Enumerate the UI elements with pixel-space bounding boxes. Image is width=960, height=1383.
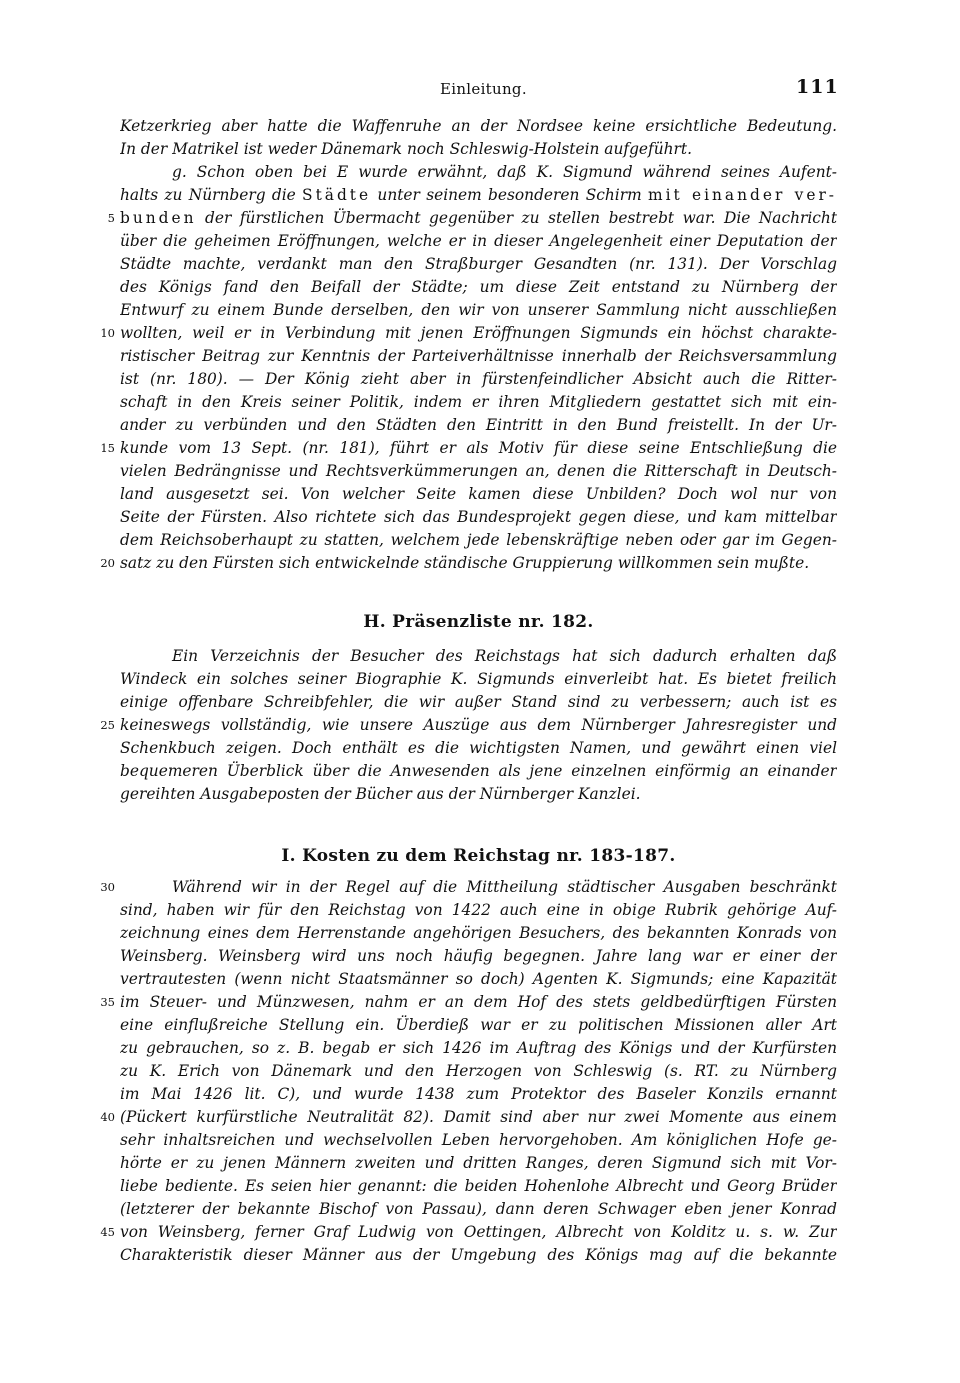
text-line: einige offenbare Schreibfehler, die wir außer Stand sind zu verbessern; auch ist es <box>120 693 837 711</box>
text-line: im Steuer- und Münzwesen, nahm er an dem Hof des stets geldbedürftigen Fürsten <box>120 993 837 1011</box>
text-line: gereihten Ausgabeposten der Bücher aus der Nürnberger Kanzlei. <box>120 785 641 803</box>
text-line: hörte er zu jenen Männern zweiten und dritten Ranges, deren Sigmund sich mit Vor- <box>120 1154 837 1172</box>
text-line: Städte machte, verdankt man den Straßburger Gesandten (nr. 131). Der Vorschlag <box>120 255 837 273</box>
text-line: Charakteristik dieser Männer aus der Umgebung des Königs mag auf die bekannte <box>120 1246 837 1264</box>
text-line: (letzterer der bekannte Bischof von Passau), dann deren Schwager eben jener Konrad <box>120 1200 837 1218</box>
page-number: 111 <box>796 76 839 98</box>
text-line: eine einflußreiche Stellung ein. Überdieß war er zu politischen Missionen aller Art <box>120 1016 837 1034</box>
margin-line-number: 35 <box>100 995 115 1009</box>
margin-line-number: 5 <box>107 211 115 225</box>
text-line: halts zu Nürnberg die Städte unter seinem besonderen Schirm mit einander ver- <box>120 186 837 204</box>
text-line: zu gebrauchen, so z. B. begab er sich 1426 im Auftrag des Königs und der Kurfürsten <box>120 1039 837 1057</box>
text-line: sehr inhaltsreichen und wechselvollen Leben hervorgehoben. Am königlichen Hofe ge- <box>120 1131 837 1149</box>
text-line: g. Schon oben bei E wurde erwähnt, daß K. Sigmund während seines Aufent- <box>172 163 837 181</box>
text-line: satz zu den Fürsten sich entwickelnde ständische Gruppierung willkommen sein mußte. <box>120 554 810 572</box>
spaced-emphasis: bunden <box>120 209 197 227</box>
text-line: ander zu verbünden und den Städten den Eintritt in den Bund freistellt. In der Ur- <box>120 416 837 434</box>
section-heading-h: H. Präsenzliste nr. 182. <box>363 612 594 632</box>
text-line: liebe bediente. Es seien hier genannt: die beiden Hohenlohe Albrecht und Georg Brüder <box>120 1177 837 1195</box>
margin-line-number: 10 <box>100 326 115 340</box>
spaced-emphasis: mit einander ver- <box>647 186 837 204</box>
spaced-emphasis: Städte <box>302 186 372 204</box>
text-line: bequemeren Überblick über die Anwesenden als jene einzelnen einförmig an einander <box>120 762 837 780</box>
section-heading-i: I. Kosten zu dem Reichstag nr. 183-187. <box>281 846 676 866</box>
text-line: Entwurf zu einem Bunde derselben, den wir von unserer Sammlung nicht ausschließen <box>120 301 837 319</box>
text-line: kunde vom 13 Sept. (nr. 181), führt er als Motiv für diese seine Entschließung die <box>120 439 837 457</box>
text-line: von Weinsberg, ferner Graf Ludwig von Oettingen, Albrecht von Kolditz u. s. w. Zur <box>120 1223 837 1241</box>
margin-line-number: 15 <box>100 441 115 455</box>
text-line: zeichnung eines dem Herrenstande angehörigen Besuchers, des bekannten Konrads von <box>120 924 837 942</box>
text-line: bunden der fürstlichen Übermacht gegenüber zu stellen bestrebt war. Die Nachricht <box>120 209 837 227</box>
running-header-title: Einleitung. <box>440 80 527 98</box>
text-line: vielen Bedrängnisse und Rechtsverkümmerungen an, denen die Ritterschaft in Deutsch- <box>120 462 837 480</box>
margin-line-number: 25 <box>100 718 115 732</box>
text-line: (Pückert kurfürstliche Neutralität 82). Damit sind aber nur zwei Momente aus einem <box>120 1108 837 1126</box>
text-line: des Königs fand den Beifall der Städte; um diese Zeit entstand zu Nürnberg der <box>120 278 837 296</box>
text-line: Windeck ein solches seiner Biographie K. Sigmunds einverleibt hat. Es bietet freilich <box>120 670 837 688</box>
text-line: vertrautesten (wenn nicht Staatsmänner so doch) Agenten K. Sigmunds; eine Kapazität <box>120 970 837 988</box>
text-line: schaft in den Kreis seiner Politik, indem er ihren Mitgliedern gestattet sich mit ein- <box>120 393 837 411</box>
margin-line-number: 20 <box>100 556 115 570</box>
text-line: Seite der Fürsten. Also richtete sich das Bundesprojekt gegen diese, und kam mittelbar <box>120 508 837 526</box>
text-line: Weinsberg. Weinsberg wird uns noch häufig begegnen. Jahre lang war er einer der <box>120 947 837 965</box>
margin-line-number: 30 <box>100 880 115 894</box>
text-line: im Mai 1426 lit. C), und wurde 1438 zum Protektor des Baseler Konzils ernannt <box>120 1085 837 1103</box>
text-line: über die geheimen Eröffnungen, welche er in dieser Angelegenheit einer Deputation der <box>120 232 837 250</box>
margin-line-number: 45 <box>100 1225 115 1239</box>
text-line: ristischer Beitrag zur Kenntnis der Parteiverhältnisse innerhalb der Reichsversammlung <box>120 347 837 365</box>
text-line: land ausgesetzt sei. Von welcher Seite kamen diese Unbilden? Doch wol nur von <box>120 485 837 503</box>
text-line: dem Reichsoberhaupt zu statten, welchem jede lebenskräftige neben oder gar im Gegen- <box>120 531 837 549</box>
text-line: Während wir in der Regel auf die Mittheilung städtischer Ausgaben beschränkt <box>172 878 837 896</box>
text-line: In der Matrikel ist weder Dänemark noch Schleswig-Holstein aufgeführt. <box>120 140 692 158</box>
text-line: Schenkbuch zeigen. Doch enthält es die wichtigsten Namen, und gewährt einen viel <box>120 739 837 757</box>
text-line: ist (nr. 180). — Der König zieht aber in fürstenfeindlicher Absicht auch die Ritter- <box>120 370 837 388</box>
text-line: Ein Verzeichnis der Besucher des Reichstags hat sich dadurch erhalten daß <box>172 647 837 665</box>
margin-line-number: 40 <box>100 1110 115 1124</box>
text-line: sind, haben wir für den Reichstag von 1422 auch eine in obige Rubrik gehörige Auf- <box>120 901 837 919</box>
text-line: zu K. Erich von Dänemark und den Herzogen von Schleswig (s. RT. zu Nürnberg <box>120 1062 837 1080</box>
text-line: wollten, weil er in Verbindung mit jenen Eröffnungen Sigmunds ein höchst charakte- <box>120 324 837 342</box>
text-line: Ketzerkrieg aber hatte die Waffenruhe an der Nordsee keine ersichtliche Bedeutung. <box>120 117 837 135</box>
text-line: keineswegs vollständig, wie unsere Auszüge aus dem Nürnberger Jahresregister und <box>120 716 837 734</box>
